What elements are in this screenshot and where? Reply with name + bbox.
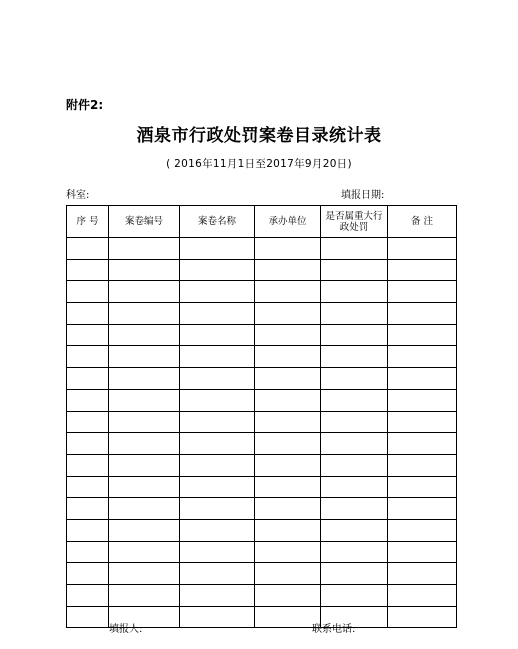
table-cell-seq [67, 606, 109, 628]
table-cell-case-number [109, 433, 180, 455]
table-cell-seq [67, 454, 109, 476]
table-cell-seq [67, 238, 109, 260]
table-cell-case-name [180, 259, 255, 281]
table-row [67, 519, 457, 541]
fill-date-label: 填报日期: [341, 190, 385, 201]
table-cell-seq [67, 519, 109, 541]
table-cell-remarks [388, 498, 457, 520]
table-cell-handling-unit [255, 519, 321, 541]
table-cell-case-name [180, 346, 255, 368]
table-cell-case-name [180, 541, 255, 563]
table-cell-remarks [388, 281, 457, 303]
table-cell-case-number [109, 346, 180, 368]
table-cell-major-penalty [321, 259, 388, 281]
table-cell-remarks [388, 324, 457, 346]
table-cell-major-penalty [321, 563, 388, 585]
table-cell-seq [67, 368, 109, 390]
table-cell-major-penalty [321, 238, 388, 260]
table-cell-case-name [180, 324, 255, 346]
table-cell-case-number [109, 238, 180, 260]
table-cell-case-number [109, 259, 180, 281]
table-cell-remarks [388, 368, 457, 390]
table-cell-seq [67, 541, 109, 563]
table-cell-remarks [388, 433, 457, 455]
table-cell-seq [67, 324, 109, 346]
filler-label: 填报人: [109, 624, 143, 635]
table-cell-major-penalty [321, 519, 388, 541]
table-cell-major-penalty [321, 498, 388, 520]
table-cell-case-name [180, 411, 255, 433]
table-cell-handling-unit [255, 606, 321, 628]
column-header-major-penalty: 是否属重大行政处罚 [321, 206, 388, 238]
table-cell-case-number [109, 389, 180, 411]
table-cell-seq [67, 563, 109, 585]
table-cell-seq [67, 346, 109, 368]
table-cell-case-name [180, 238, 255, 260]
table-cell-seq [67, 389, 109, 411]
table-cell-handling-unit [255, 324, 321, 346]
table-cell-handling-unit [255, 238, 321, 260]
table-cell-handling-unit [255, 281, 321, 303]
column-header-case-name: 案卷名称 [180, 206, 255, 238]
table-cell-case-number [109, 303, 180, 325]
table-row [67, 411, 457, 433]
table-cell-seq [67, 259, 109, 281]
table-cell-case-name [180, 476, 255, 498]
phone-label: 联系电话: [312, 624, 356, 635]
table-cell-major-penalty [321, 541, 388, 563]
table-cell-case-number [109, 498, 180, 520]
table-cell-remarks [388, 238, 457, 260]
document-title: 酒泉市行政处罚案卷目录统计表 [136, 126, 382, 146]
table-cell-case-name [180, 498, 255, 520]
table-cell-major-penalty [321, 433, 388, 455]
table-cell-case-number [109, 368, 180, 390]
case-catalog-table [66, 205, 457, 628]
table-cell-seq [67, 433, 109, 455]
table-cell-handling-unit [255, 368, 321, 390]
table-cell-remarks [388, 454, 457, 476]
table-header-row [67, 206, 457, 238]
table-cell-remarks [388, 606, 457, 628]
table-cell-case-number [109, 454, 180, 476]
table-cell-major-penalty [321, 585, 388, 607]
table-cell-major-penalty [321, 389, 388, 411]
table-cell-major-penalty [321, 324, 388, 346]
table-cell-case-name [180, 281, 255, 303]
table-cell-handling-unit [255, 411, 321, 433]
table-cell-remarks [388, 563, 457, 585]
table-row [67, 238, 457, 260]
table-cell-case-name [180, 454, 255, 476]
table-cell-handling-unit [255, 303, 321, 325]
column-header-handling-unit: 承办单位 [255, 206, 321, 238]
table-row [67, 259, 457, 281]
table-cell-case-name [180, 368, 255, 390]
table-cell-major-penalty [321, 476, 388, 498]
table-cell-handling-unit [255, 454, 321, 476]
table-cell-seq [67, 411, 109, 433]
table-cell-seq [67, 281, 109, 303]
table-cell-case-number [109, 324, 180, 346]
table-cell-seq [67, 303, 109, 325]
table-cell-case-number [109, 585, 180, 607]
table-cell-major-penalty [321, 411, 388, 433]
table-row [67, 433, 457, 455]
table-cell-remarks [388, 389, 457, 411]
table-cell-case-number [109, 519, 180, 541]
date-range: ( 2016年11月1日至2017年9月20日) [166, 158, 352, 170]
table-cell-major-penalty [321, 303, 388, 325]
table-row [67, 281, 457, 303]
table-cell-seq [67, 585, 109, 607]
table-cell-major-penalty [321, 346, 388, 368]
table-row [67, 368, 457, 390]
table-cell-remarks [388, 519, 457, 541]
table-row [67, 585, 457, 607]
table-cell-handling-unit [255, 346, 321, 368]
table-cell-handling-unit [255, 563, 321, 585]
department-label: 科室: [66, 190, 90, 201]
table-row [67, 454, 457, 476]
table-cell-case-name [180, 563, 255, 585]
table-row [67, 303, 457, 325]
table-cell-remarks [388, 585, 457, 607]
table-cell-handling-unit [255, 585, 321, 607]
table-cell-handling-unit [255, 389, 321, 411]
table-cell-handling-unit [255, 433, 321, 455]
table-cell-remarks [388, 541, 457, 563]
table-cell-remarks [388, 411, 457, 433]
table-cell-case-name [180, 519, 255, 541]
table-cell-remarks [388, 303, 457, 325]
table-cell-remarks [388, 476, 457, 498]
table-cell-major-penalty [321, 368, 388, 390]
table-cell-case-name [180, 585, 255, 607]
table-cell-remarks [388, 259, 457, 281]
table-row [67, 389, 457, 411]
column-header-seq: 序 号 [67, 206, 109, 238]
column-header-case-number: 案卷编号 [109, 206, 180, 238]
table-row [67, 324, 457, 346]
table-cell-case-number [109, 541, 180, 563]
table-cell-handling-unit [255, 259, 321, 281]
table-row [67, 563, 457, 585]
table-row [67, 346, 457, 368]
table-cell-case-number [109, 411, 180, 433]
table-row [67, 498, 457, 520]
table-cell-case-name [180, 606, 255, 628]
table-cell-case-name [180, 389, 255, 411]
table-cell-seq [67, 498, 109, 520]
table-cell-seq [67, 476, 109, 498]
table-cell-case-number [109, 563, 180, 585]
table-cell-remarks [388, 346, 457, 368]
table-cell-case-number [109, 476, 180, 498]
table-cell-handling-unit [255, 476, 321, 498]
table-cell-major-penalty [321, 454, 388, 476]
table-cell-case-name [180, 303, 255, 325]
table-cell-handling-unit [255, 541, 321, 563]
attachment-label: 附件2: [66, 98, 104, 112]
table-row [67, 476, 457, 498]
table-cell-case-name [180, 433, 255, 455]
table-cell-handling-unit [255, 498, 321, 520]
table-row [67, 541, 457, 563]
table-cell-major-penalty [321, 281, 388, 303]
column-header-remarks: 备 注 [388, 206, 457, 238]
table-cell-case-number [109, 281, 180, 303]
